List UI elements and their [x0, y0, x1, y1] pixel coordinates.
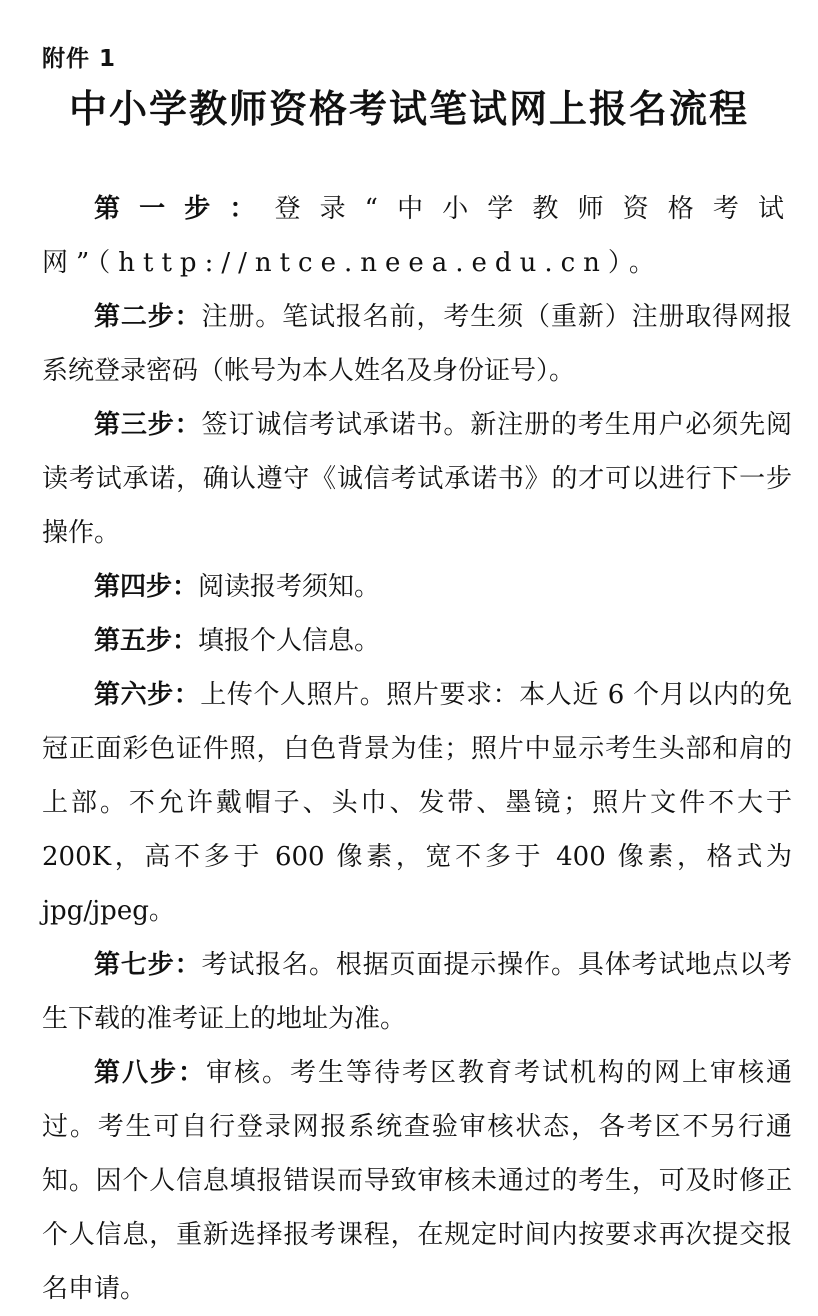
- step-label: 第五步：: [94, 626, 199, 656]
- step-text: 注册。笔试报名前，考生须（重新）注册取得网报系统登录密码（帐号为本人姓名及身份证号）。: [42, 302, 792, 386]
- step-text: 签订诚信考试承诺书。新注册的考生用户必须先阅读考试承诺，确认遵守《诚信考试承诺书》的才可以进行下一步操作。: [42, 410, 792, 548]
- step-7: [42, 938, 792, 1046]
- document-body: [42, 182, 792, 1316]
- step-text: 登录“中小学教师资格考试网”（http://ntce.neea.edu.cn）。: [42, 194, 792, 278]
- step-2: [42, 290, 792, 398]
- step-label: 第四步：: [94, 572, 199, 602]
- step-label: 第六步：: [94, 680, 201, 710]
- step-label: 第三步：: [94, 410, 202, 440]
- step-label: 第二步：: [94, 302, 202, 332]
- step-text: 上传个人照片。照片要求：本人近 6 个月以内的免冠正面彩色证件照，白色背景为佳；照片中显示考生头部和肩的上部。不允许戴帽子、头巾、发带、墨镜；照片文件不大于 200K，高不多于 600 像素，宽不多于 400 像素，格式为 jpg/jpeg。: [42, 680, 792, 926]
- page-title: 中小学教师资格考试笔试网上报名流程: [68, 86, 749, 131]
- step-label: 第七步：: [94, 950, 202, 980]
- step-5: [42, 614, 792, 668]
- step-label: 第八步：: [94, 1058, 206, 1088]
- step-3: [42, 398, 792, 560]
- step-text: 填报个人信息。: [198, 626, 381, 656]
- step-4: [42, 560, 792, 614]
- step-text: 考试报名。根据页面提示操作。具体考试地点以考生下载的准考证上的地址为准。: [42, 950, 792, 1034]
- step-6: [42, 668, 792, 938]
- step-text: 阅读报考须知。: [198, 572, 381, 602]
- step-1: [42, 182, 792, 290]
- step-label: 第一步：: [94, 194, 275, 224]
- step-8: [42, 1046, 792, 1316]
- annex-label: 附件 1: [42, 46, 117, 72]
- step-text: 审核。考生等待考区教育考试机构的网上审核通过。考生可自行登录网报系统查验审核状态，各考区不另行通知。因个人信息填报错误而导致审核未通过的考生，可及时修正个人信息，重新选择报考课程，在规定时间内按要求再次提交报名申请。: [42, 1058, 792, 1304]
